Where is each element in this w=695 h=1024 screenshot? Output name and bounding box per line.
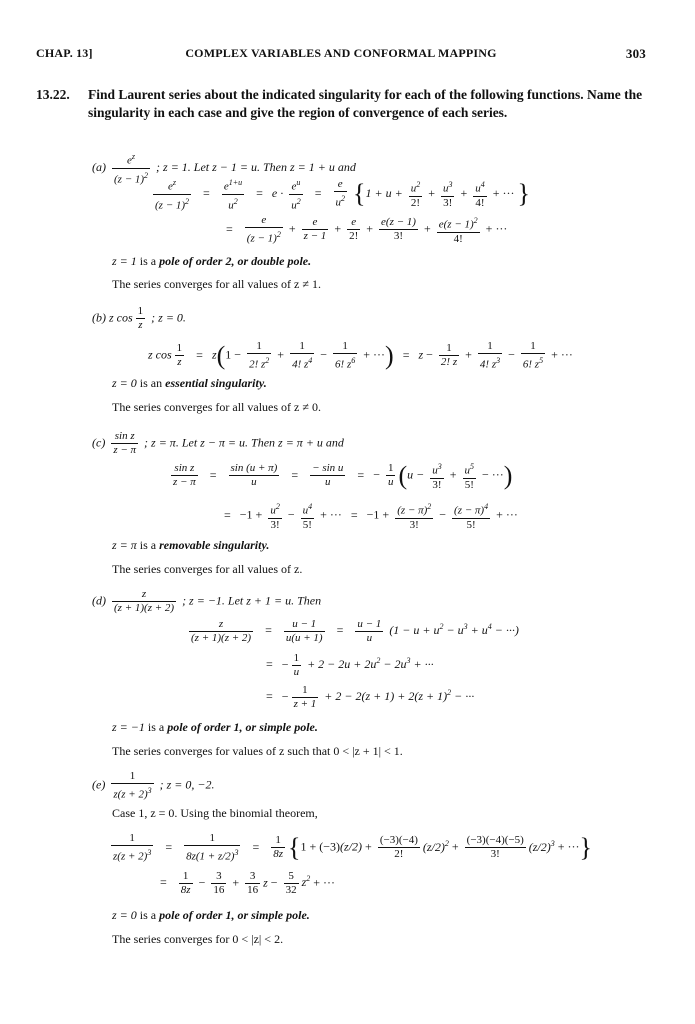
part-a-setup: ; z = 1. Let z − 1 = u. Then z = 1 + u and xyxy=(156,159,356,174)
problem-statement xyxy=(36,86,648,122)
part-b-convergence: The series converges for all values of z ≠ 0. xyxy=(112,400,321,414)
part-c-convergence: The series converges for all values of z. xyxy=(112,562,303,576)
part-b-equation: z cos $\frac{1}{z}$ = z(1 − $\frac{1}{2! z^2}$ + $\frac{1}{4! z^4}$ − $\frac{1}{6! z^6}$ + ···) = z − $\frac{1}{2! z}$ + $\frac{1}{4! z^3}$ − $\frac{1}{6! z^5}$ + ··· xyxy=(148,340,573,371)
part-b-singularity: z = 0 is an essential singularity. xyxy=(112,376,267,390)
problem-number: 13.22. xyxy=(36,87,70,102)
part-a-singularity: z = 1 is a pole of order 2, or double pole. xyxy=(112,254,312,268)
part-c-singularity: z = π is a removable singularity. xyxy=(112,538,270,552)
part-b-heading: (b) z cos $\frac{1}{z}$ ; z = 0. xyxy=(92,305,186,331)
part-e-equation-1: $\frac{1}{z(z + 2)^3}$ = $\frac{1}{8z(1 + z/2)^3}$ = $\frac{1}{8z}$ {1 + (−3)(z/2) + $\frac{(-3)(-4)}{2!}$ $(z/2)^2$ + $\frac{(-3)(-4)(-5)}{3!}$ $(z/2)^3$ + ···} xyxy=(113,832,593,863)
part-d-singularity: z = −1 is a pole of order 1, or simple pole. xyxy=(112,720,318,734)
part-a-convergence: The series converges for all values of z ≠ 1. xyxy=(112,277,321,291)
part-e-case-1: Case 1, z = 0. Using the binomial theorem, xyxy=(112,806,318,820)
part-e-convergence: The series converges for 0 < |z| < 2. xyxy=(112,932,284,946)
chapter-label: CHAP. 13] xyxy=(36,46,93,60)
part-d-convergence: The series converges for values of z such that 0 < |z + 1| < 1. xyxy=(112,744,403,758)
part-d-equation-1: $\frac{z}{(z + 1)(z + 2)}$ = $\frac{u - 1}{u(u + 1)}$ = $\frac{u - 1}{u}$ ($1 - u + u^2 - u^3 + u^4$ − ···) xyxy=(191,618,519,644)
running-header xyxy=(36,46,646,62)
part-c-equation-2: = −1 + $\frac{u^2}{3!}$ − $\frac{u^4}{5!}$ + ··· = −1 + $\frac{(z - \pi)^2}{3!}$ − $\frac{(z - \pi)^4}{5!}$ + ··· xyxy=(224,502,518,531)
part-c-heading: (c) $\frac{\text{sin z}}{z - \pi}$ ; z = π. Let z − π = u. Then z = π + u and xyxy=(92,430,344,456)
part-a-equation-2: = $\frac{e}{(z - 1)^2}$ + $\frac{e}{z - 1}$ + $\frac{e}{2!}$ + $\frac{e(z - 1)}{3!}$ + $\frac{e(z - 1)^2}{4!}$ + ··· xyxy=(226,214,508,245)
part-d-equation-3: = − $\frac{1}{z + 1}$ + $2 - 2(z + 1) + 2(z + 1)^2$ − ··· xyxy=(266,684,475,710)
part-d-equation-2: = − $\frac{1}{u}$ + $2 - 2u + 2u^2 - 2u^3$ + ··· xyxy=(266,652,434,678)
part-a-heading: (a) $\frac{e^z}{(z - 1)^2}$ ; z = 1. Let z − 1 = u. Then z = 1 + u and xyxy=(92,152,356,186)
part-a-equation-1: $\frac{e^z}{(z - 1)^2}$ = $\frac{e^{1+u}}{u^2}$ = e · $\frac{e^u}{u^2}$ = $\frac{e}{u^2}$ {1 + u + $\frac{u^2}{2!}$ + $\frac{u^3}{3!}$ + $\frac{u^4}{4!}$ + ··· } xyxy=(155,178,530,212)
running-title: COMPLEX VARIABLES AND CONFORMAL MAPPING xyxy=(185,46,497,60)
part-c-equation-1: $\frac{\text{sin z}}{z - \pi}$ = $\frac{\sin (u + \pi)}{u}$ = $\frac{\text{− sin u}}{u}$ = − $\frac{1}{u}$ (u − $\frac{u^3}{3!}$ + $\frac{u^5}{5!}$ − ···) xyxy=(173,460,513,491)
part-d-heading: (d) $\frac{z}{(z + 1)(z + 2)}$ ; z = −1. Let z + 1 = u. Then xyxy=(92,588,322,614)
page-number: 303 xyxy=(625,46,646,61)
problem-text: Find Laurent series about the indicated singularity for each of the following functions. Name the singularity in each case and give the region of convergence of each series. xyxy=(88,87,643,120)
part-e-singularity: z = 0 is a pole of order 1, or simple pole. xyxy=(112,908,310,922)
part-e-heading: (e) $\frac{1}{z(z + 2)^3}$ ; z = 0, −2. xyxy=(92,770,215,801)
part-e-equation-2: = $\frac{1}{8z}$ − $\frac{3}{16}$ + $\frac{3}{16}$ z − $\frac{5}{32}$ $z^2$ + ··· xyxy=(160,870,336,896)
